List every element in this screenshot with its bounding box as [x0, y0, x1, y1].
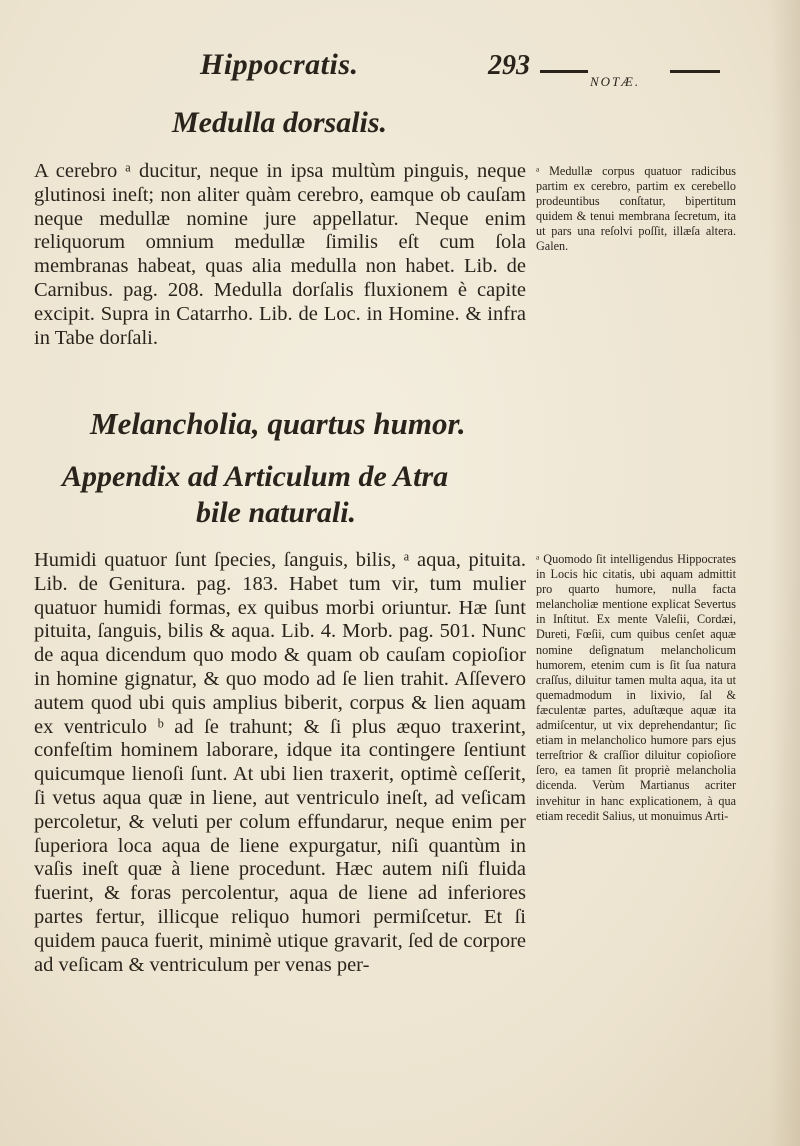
section2-margin-note [536, 552, 736, 824]
header-rule-left [540, 70, 588, 73]
section1-body [34, 160, 526, 350]
subheading-appendix-line2: bile naturali. [196, 496, 357, 529]
section1-paragraph: A cerebro ᵃ ducitur, neque in ipsa multùm pinguis, neque glutinosi ineſt; non aliter quàm cerebro, eamque ob cauſam neque medullæ nomine jure appellatur. Neque enim reliquorum omnium medullæ ſimilis eſt cum ſola membranas habeat, quas alia medulla non habet. Lib. de Carnibus. pag. 208. Medulla dorſalis fluxionem è capite excipit. Supra in Catarrho. Lib. de Loc. in Homine. & infra in Tabe dorſali. [34, 160, 526, 349]
page-gutter-shadow [770, 0, 800, 1146]
section2-body [34, 549, 526, 977]
header-rule-right [670, 70, 720, 73]
subheading-appendix-line1: Appendix ad Articulum de Atra [62, 460, 449, 493]
section2-note-text: ᵃ Quomodo ſit intelligendus Hippocrates in Locis hic citatis, ubi aquam admittit pro quarto humore, nulla facta melancholiæ mentione explicat Severtus in Inſtitut. Ex mente Valeſii, Cordæi, Dureti, Fœſii, cum quibus cenſet aquæ nomine deſignatum melancholicum humorem, etenim cum is ſit ſua natura craſſus, diluitur tamen multa aqua, ita ut quemadmodum in lixivio, ſal & fæculentæ partes, aduſtæque aquæ ita admiſcentur, ut vix deprehendantur; ſic etiam in melancholico humore pars ejus terreſtrior & craſſior diluitur copioſiore ſero, ea tamen ſit propriè melancholia dicenda. Verùm Martianus acriter invehitur in hanc explicationem, à qua etiam recedit Salius, ut monuimus Arti- [536, 552, 736, 823]
section1-margin-note [536, 164, 736, 255]
running-title: Hippocratis. [200, 48, 359, 81]
notes-label: NOTÆ. [590, 74, 641, 89]
section-heading-melancholia: Melancholia, quartus humor. [90, 406, 466, 441]
page-number: 293 [488, 50, 530, 81]
section2-paragraph: Humidi quatuor ſunt ſpecies, ſanguis, bilis, ᵃ aqua, pituita. Lib. de Genitura. pag. 183. Habet tum vir, tum mulier quatuor humidi formas, ex quibus morbi oriuntur. Hæ ſunt pituita, ſanguis, bilis & aqua. Lib. 4. Morb. pag. 501. Nunc de aqua dicendum quo modo & quam ob cauſam copioſior in homine gignatur, & quo modo ad ſe lien trahit. Aſſevero autem quod ubi quis amplius biberit, corpus & lien aquam ex ventriculo ᵇ ad ſe trahunt; & ſi plus æquo traxerint, confeſtim hominem laborare, idque ita contingere ſentiunt quicumque lienoſi ſunt. At ubi lien traxerit, optimè ceſſerit, ſi vetus aqua quæ in liene, aut ventriculo ineſt, ad veſicam percoletur, & veluti per colum effundarur, neque enim per ſuperiora loca aqua de liene expurgatur, niſi quantùm in vaſis ineſt quæ à liene procedunt. Hæc autem niſi fluida fuerint, & foras percolentur, aqua de liene ad inferiores partes fertur, illicque reliquo humori permiſcetur. Et ſi quidem pauca fuerit, minimè utique gravarit, ſed de corpore ad veſicam & ventriculum per venas per- [34, 549, 526, 976]
section1-note-text: ᵃ Medullæ corpus quatuor radicibus partim ex cerebro, partim ex cerebello prodeuntibus conſtatur, bipertitum quidem & tenui membrana ſecretum, ita ut pars una reſolvi poſſit, illæſa altera. Galen. [536, 164, 736, 254]
page-header [200, 48, 740, 88]
section-heading-medulla: Medulla dorsalis. [172, 106, 388, 139]
